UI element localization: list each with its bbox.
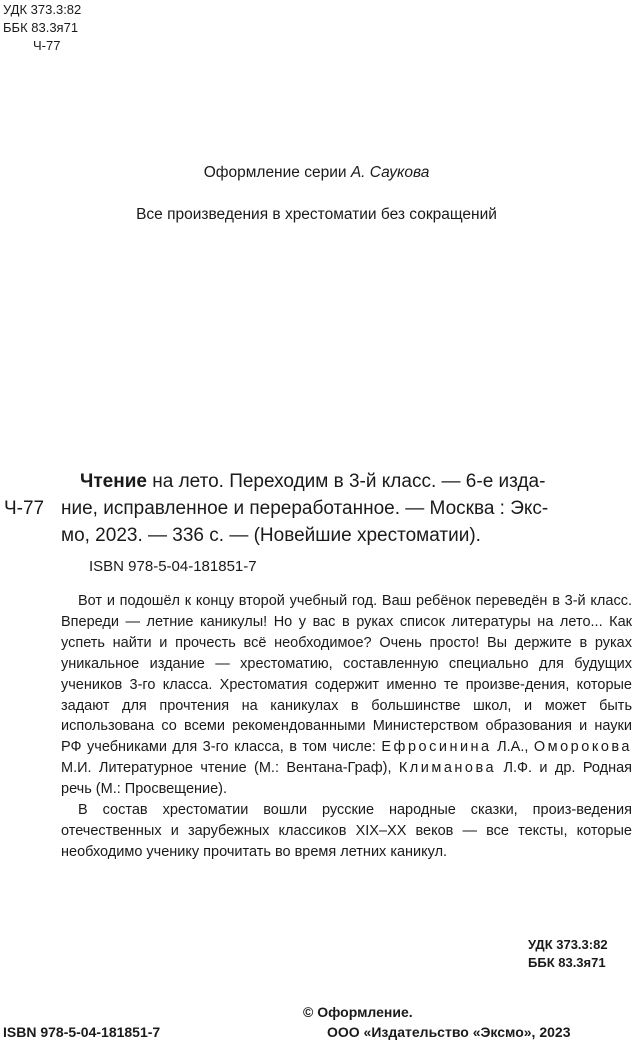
author-sign: Ч-77 — [33, 38, 61, 53]
bibliography-side-sign: Ч-77 — [4, 498, 45, 519]
bbk-code-bottom: ББК 83.3я71 — [528, 955, 606, 970]
bbk-code: ББК 83.3я71 — [3, 20, 79, 35]
author-efrosinina: Ефросинина — [381, 739, 492, 756]
bibliography-line-2: ние, исправленное и переработанное. — Москва : Экс- — [61, 498, 549, 519]
annotation-paragraph-1: Вот и подошёл к концу второй учебный год. Ваш ребёнок переведён в 3-й класс. Впереди — летние каникулы! Но у вас в руках список литературы на лето... Как успеть найти и прочесть всё необходимое? Очень просто! Вы держите в руках уникальное издание — хрестоматию, составленную специально для будущих учеников 3-го класса. Хрестоматия содержит именно те произве-дения, которые задают для прочтения на каникулах в большинстве школ, и может быть использована со всеми рекомендованными Министерством образования и науки РФ учебниками для 3-го класса, в том числе: Ефросинина Л.А., Оморокова М.И. Литературное чтение (М.: Вентана-Граф), Климанова Л.Ф. и др. Родная речь (М.: Просвещение). — [61, 593, 632, 798]
copyright-line-2: ООО «Издательство «Эксмо», 2023 — [327, 1024, 571, 1040]
udk-code: УДК 373.3:82 — [3, 2, 82, 17]
bibliography-line-1-rest: на лето. Переходим в 3-й класс. — 6-е изда- — [146, 471, 546, 492]
bibliography-line-1 — [80, 468, 545, 495]
isbn-line: ISBN 978-5-04-181851-7 — [89, 558, 257, 575]
author-omorokova: Оморокова — [533, 739, 632, 756]
footer-isbn: ISBN 978-5-04-181851-7 — [3, 1024, 161, 1040]
designer-name: А. Саукова — [350, 164, 430, 181]
copyright-line-1: © Оформление. — [303, 1004, 413, 1020]
book-title: Чтение — [80, 471, 147, 492]
bibliography-line-3: мо, 2023. — 336 с. — (Новейшие хрестоматии). — [61, 525, 481, 546]
annotation-paragraph-2: В состав хрестоматии вошли русские народные сказки, произ-ведения отечественных и зарубежных классиков XIX–XX веков — все тексты, которые необходимо ученику прочитать во время летних каникул. — [61, 802, 632, 860]
design-credit-label: Оформление серии — [203, 164, 347, 181]
unabridged-note: Все произведения в хрестоматии без сокращений — [136, 206, 497, 223]
udk-code-bottom: УДК 373.3:82 — [528, 937, 608, 952]
annotation — [61, 591, 632, 863]
author-klimanova: Климанова — [398, 760, 497, 777]
design-credit — [0, 164, 633, 182]
